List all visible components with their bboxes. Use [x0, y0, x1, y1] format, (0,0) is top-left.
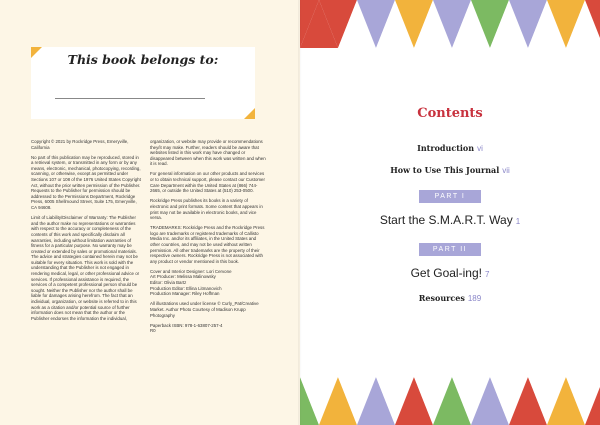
toc-label: Resources	[418, 293, 465, 303]
copyright-column-2	[150, 139, 267, 338]
triangle-border-top	[300, 0, 600, 48]
toc-label: Start the S.M.A.R.T. Way	[379, 213, 513, 227]
book-gutter	[298, 0, 302, 425]
copyright-paragraph: Copyright © 2021 by Rockridge Press, Emeryville, California	[31, 139, 129, 150]
toc-label: How to Use This Journal	[390, 165, 500, 175]
copyright-paragraph: organization, or website may provide or recommendations they/it may make. Further, readers should be aware that websites listed in this work may have changed or disappeared between when this work was written and when it is read.	[150, 139, 266, 167]
toc-page-number: 1	[515, 217, 521, 226]
owner-name-line	[55, 98, 205, 99]
belongs-to-title: This book belongs to:	[67, 52, 219, 67]
part-2-badge: PART II	[419, 243, 481, 256]
toc-label: Get Goal-ing!	[410, 266, 482, 280]
toc-page-number: vi	[477, 144, 483, 153]
contents-title: Contents	[417, 106, 483, 121]
toc-page-number: vii	[502, 166, 510, 175]
part-1-badge: PART I	[419, 190, 481, 203]
copyright-paragraph: For general information on our other products and services or to obtain technical support, please contact our Customer Care Department within the United States at (866) 744-2665, or outside the United States at (510) 253-0500.	[150, 171, 265, 194]
toc-entry-introduction[interactable]	[300, 143, 600, 153]
toc-label: Introduction	[417, 143, 475, 153]
copyright-column-1	[31, 139, 141, 326]
copyright-paragraph: Limit of Liability/Disclaimer of Warranty: The Publisher and the author make no representations or warranties with respect to the accuracy or completeness of the contents of this work and specifically disclaim all warranties, including without limitation warranties of fitness for a particular purpose. No warranty may be created or extended by sales or promotional materials. The advice and strategies contained herein may not be suitable for every situation. This work is sold with the understanding that the Publisher is not engaged in rendering medical, legal, or other professional advice or services. If professional assistance is required, the services of a competent professional person should be sought. Neither the Publisher nor the author shall be liable for damages arising herefrom. The fact that an individual, organization, or website is referred to in this work as a citation and/or potential source of further information does not mean that the author or the Publisher endorses the information the individual,	[31, 215, 140, 321]
toc-entry-resources[interactable]	[300, 293, 600, 303]
toc-entry-how-to-use[interactable]	[300, 165, 600, 175]
isbn-paragraph: Paperback ISBN: 978-1-63807-257-4 R0	[150, 322, 223, 334]
copyright-paragraph: No part of this publication may be reproduced, stored in a retrieval system, or transmitted in any form or by any means, electronic, mechanical, photocopying, recording, scanning, or otherwise, except as permitted under Sections 107 or 108 of the 1976 United States Copyright Act, without the prior written permission of the Publisher. Requests to the Publisher for permission should be addressed to the Permissions Department, Rockridge Press, 6005 Shellmound Street, Suite 175, Emeryville, CA 94608.	[31, 154, 141, 211]
copyright-paragraph: Rockridge Press publishes its books in a variety of electronic and print formats. Some content that appears in print may not be available in electronic books, and vice versa.	[150, 198, 263, 221]
toc-page-number: 189	[467, 294, 482, 303]
toc-page-number: 7	[484, 270, 490, 279]
toc-entry-chapter-2[interactable]	[300, 266, 600, 280]
triangle-border-bottom	[300, 377, 600, 425]
contents-page	[300, 0, 600, 425]
toc-entry-chapter-1[interactable]	[300, 213, 600, 227]
credits-paragraph: All illustrations used under license © Curly_Pat/Creative Market. Author Photo Courtesy of Madison Krupp Photography	[150, 301, 259, 318]
credits-paragraph: Cover and Interior Designer: Lori Cervone Art Producer: Melissa Malinowsky Editor: Olivia Bartz Production Editor: Ellina Litmanovich Production Manager: Riley Hoffman	[150, 268, 232, 297]
copyright-paragraph: TRADEMARKS: Rockridge Press and the Rockridge Press logo are trademarks or registered trademarks of Callisto Media Inc. and/or its affiliates, in the United States and other countries, and may not be used without written permission. All other trademarks are the property of their respective owners. Rockridge Press is not associated with any product or vendor mentioned in this book.	[150, 225, 265, 264]
corner-accent-bottom-right	[244, 108, 255, 119]
